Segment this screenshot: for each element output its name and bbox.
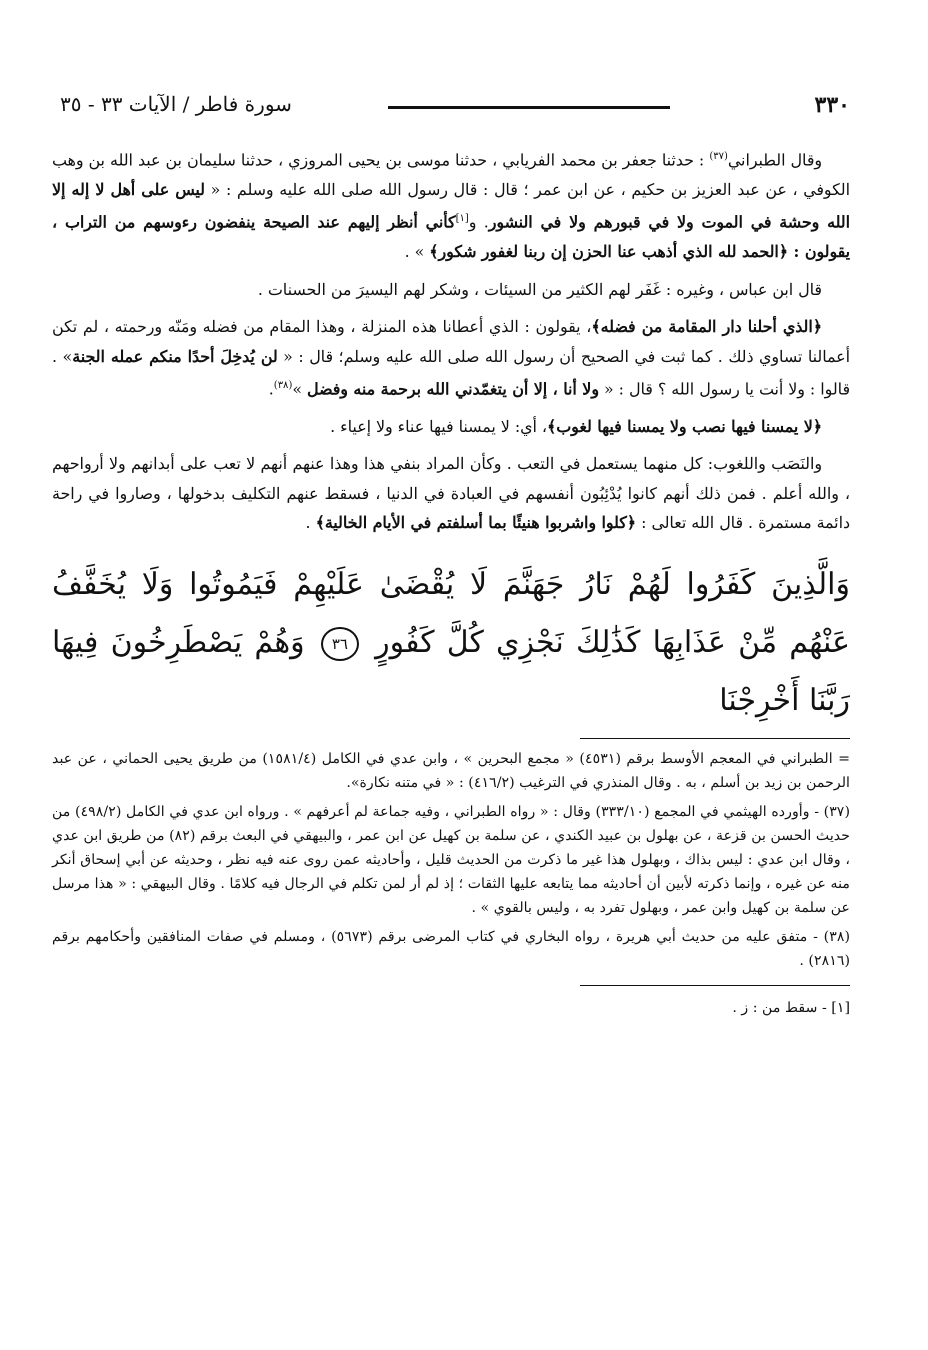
footnote-37: (٣٧) - وأورده الهيثمي في المجمع (٣٣٣/١٠) وقال : « رواه الطبراني ، وفيه جماعة لم أعرفهم » . ورواه ابن عدي في الكامل (٤٩٨/٢) من حديث الحسن بن قزعة ، عن بهلول بن عبيد الكندي ، عن سلمة بن كهيل عن ابن عمر ، والبيهقي في البعث برقم (٨٢) من طريق ابن عدي ، وقال ابن عدي : ليس بذاك ، وبهلول هذا غير ما ذكرت من الحديث قليل ، وأحاديثه عمن روى عنه فيه نظر ، وحديثه عن أبي إسحاق أنكر منه عن غيره ، وإنما ذكرته لأبين أن أحاديثه مما يتابعه عليها الثقات ؛ إذ لم أر لمن تكلم في الرجال فيه كلامًا . وقال البيهقي : « هذا مرسل عن سلمة بن كهيل وابن عمر ، وبهلول تفرد به ، وليس بالقوي » . <box>52 803 850 916</box>
paragraph-ibn-abbas: قال ابن عباس ، وغيره : غَفَر لهم الكثير من السيئات ، وشكر لهم اليسيرَ من الحسنات . <box>257 279 822 299</box>
paragraph-nasab-lughub <box>52 449 850 538</box>
footnote-continued: = الطبراني في المعجم الأوسط برقم (٤٥٣١) « مجمع البحرين » ، وابن عدي في الكامل (١٥٨١/٤) من طريق يحيى الحماني ، عن عبد الرحمن بن زيد بن أسلم ، به . وقال المنذري في الترغيب (٤١٦/٢) : « في متنه نكارة». <box>52 750 850 791</box>
footnote-ref-38: (٣٨) <box>273 380 293 392</box>
paragraph-la-yamassuna <box>52 412 850 442</box>
text-segment: » <box>292 379 308 399</box>
hadith-quote: ليس على أهل لا إله إلا الله وحشة في الموت ولا في قبورهم ولا في النشور <box>52 179 851 232</box>
footnote-separator <box>580 738 850 739</box>
editor-note-separator <box>580 985 850 986</box>
header-rule <box>388 106 670 109</box>
verse-quote: ﴿لا يمسنا فيها نصب ولا يمسنا فيها لغوب﴾ <box>547 416 822 436</box>
hadith-quote: ولا أنا ، إلا أن يتغمّدني الله برحمة منه وفضل <box>307 379 599 399</box>
text-segment: والنَصَب واللغوب: كل منهما يستعمل في التعب . وكأن المراد بنفي هذا وهذا عنهم أنهم لا تعب على أبدانهم ولا أرواحهم ، والله أعلم . فمن ذلك أنهم كانوا يُدْئِبُون أنفسهم في العبادة في الدنيا ، فسقط عنهم التكليف بدخولها ، وصاروا في راحة دائمة مستمرة . قال الله تعالى : <box>52 454 850 533</box>
main-text <box>52 142 850 1025</box>
editor-note-1: [١] - سقط من : ز . <box>732 999 850 1016</box>
verse-number-marker: ٣٦ <box>321 627 359 661</box>
page-header <box>60 92 850 122</box>
footnote-38: (٣٨) - متفق عليه من حديث أبي هريرة ، رواه البخاري في كتاب المرضى برقم (٥٦٧٣) ، ومسلم في صفات المنافقين وأحكامهم برقم (٢٨١٦) . <box>52 928 850 969</box>
text-segment: ، يقولون : الذي أعطانا هذه المنزلة ، وهذا المقام من فضله ومَنّه ورحمته ، لم تكن أعمالنا تساوي ذلك . كما ثبت في الصحيح أن رسول الله صلى الله عليه وسلم؛ قال : « <box>52 317 850 366</box>
hadith-quote: كأني أنظر إليهم عند الصيحة ينفضون رءوسهم من التراب ، يقولون : ﴿الحمد لله الذي أذهب عنا الحزن إن ربنا لغفور شكور﴾ <box>52 212 850 262</box>
quran-verse <box>52 556 850 730</box>
footnote-ref-37: (٣٧) <box>709 151 728 162</box>
verse-text: وَهُمْ يَصْطَرِخُونَ فِيهَا رَبَّنَا أَخْرِجْنَا <box>52 624 850 718</box>
verse-quote: ﴿كلوا واشربوا هنيئًا بما أسلفتم في الأيام الخالية﴾ <box>315 513 637 533</box>
verse-text: وَالَّذِينَ كَفَرُوا لَهُمْ نَارُ جَهَنَّمَ لَا يُقْضَىٰ عَلَيْهِمْ فَيَمُوتُوا وَلَا يُخَفَّفُ عَنْهُم مِّنْ عَذَابِهَا كَذَٰلِكَ نَجْزِي كُلَّ كَفُورٍ <box>52 566 850 660</box>
text-segment: . <box>268 379 274 399</box>
hadith-quote: لن يُدخِلَ أحدًا منكم عمله الجنة <box>72 346 278 366</box>
page-number: ٣٣٠ <box>814 92 850 118</box>
text-segment: ، أي: لا يمسنا فيها عناء ولا إعياء . <box>330 416 548 436</box>
text-segment: : حدثنا جعفر بن محمد الفريابي ، حدثنا موسى بن يحيى المروزي ، حدثنا سليمان بن عبد الله بن وهب الكوفي ، عن عبد العزيز بن حكيم ، عن ابن عمر ؛ قال : قال رسول الله صلى الله عليه وسلم : « <box>52 150 850 199</box>
paragraph-dar-al-muqama <box>52 312 850 404</box>
text-segment: . و <box>468 212 489 232</box>
text-segment: . <box>305 513 316 533</box>
paragraph-hadith-tabarani <box>52 142 850 267</box>
verse-quote: ﴿الذي أحلنا دار المقامة من فضله﴾ <box>591 317 823 337</box>
text-segment: » . <box>404 242 430 262</box>
running-title: سورة فاطر / الآيات ٣٣ - ٣٥ <box>60 92 292 116</box>
text-segment: » . قالوا : ولا أنت يا رسول الله ؟ قال : « <box>52 346 850 399</box>
text-segment: وقال الطبراني <box>727 150 823 170</box>
footnote-ref-1: [١] <box>455 213 469 225</box>
